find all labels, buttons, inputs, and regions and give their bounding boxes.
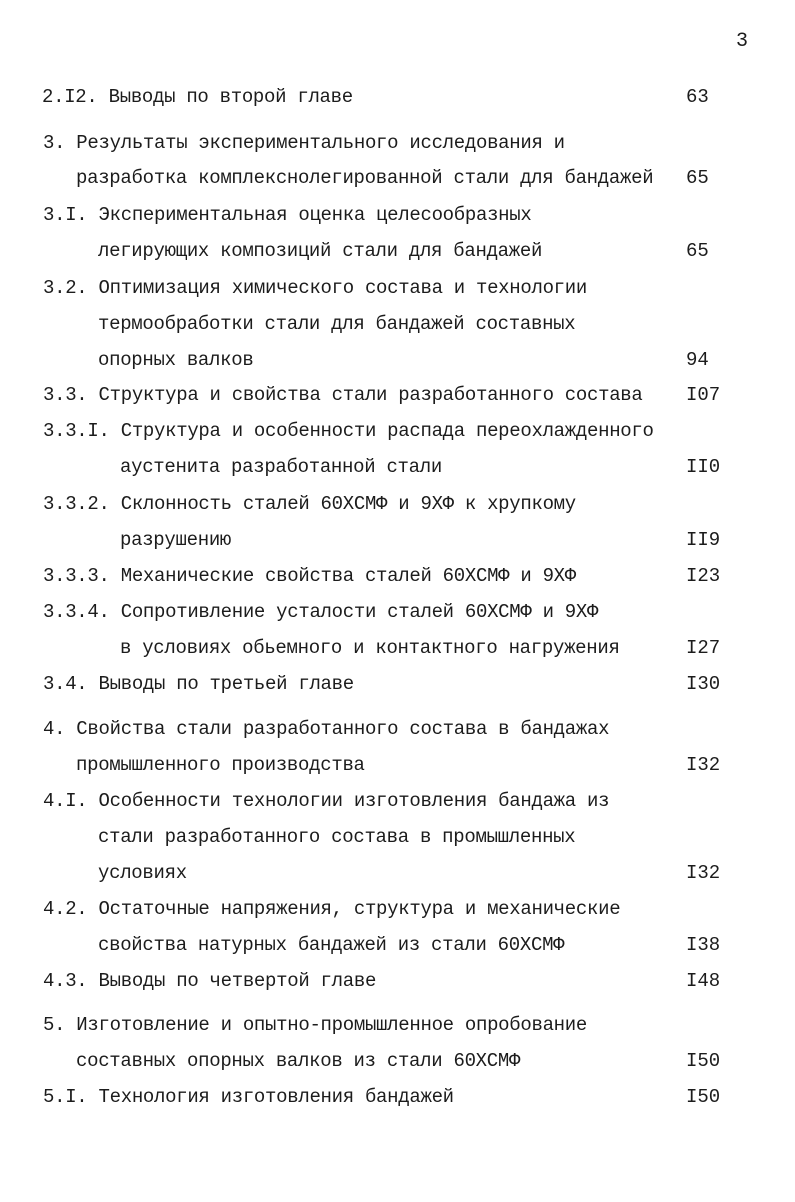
toc-entry-text: составных опорных валков из стали 60ХСМФ <box>76 1050 521 1072</box>
toc-line <box>0 492 795 516</box>
toc-entry-text: промышленного производства <box>76 754 365 776</box>
toc-entry-text: 3.3.I. Структура и особенности распада переохлажденного <box>43 420 654 442</box>
toc-line <box>0 717 795 741</box>
toc-entry-text: аустенита разработанной стали <box>120 456 442 478</box>
toc-entry-page: 63 <box>686 86 709 108</box>
toc-line <box>0 455 795 479</box>
toc-entry-text: в условиях обьемного и контактного нагружения <box>120 637 620 659</box>
toc-line <box>0 528 795 552</box>
toc-entry-page: I23 <box>686 565 721 587</box>
toc-entry-text: 3.4. Выводы по третьей главе <box>43 673 354 695</box>
toc-line <box>0 1013 795 1037</box>
toc-entry-page: II0 <box>686 456 721 478</box>
toc-entry-text: 3.3.3. Механические свойства сталей 60ХСМФ и 9ХФ <box>43 565 576 587</box>
toc-entry-text: 5.I. Технология изготовления бандажей <box>43 1086 454 1108</box>
toc-line <box>0 239 795 263</box>
toc-entry-text: 4.2. Остаточные напряжения, структура и механические <box>43 898 621 920</box>
toc-line <box>0 312 795 336</box>
toc-entry-text: 4. Свойства стали разработанного состава в бандажах <box>43 718 610 740</box>
toc-line <box>0 753 795 777</box>
toc-line <box>0 166 795 190</box>
toc-line <box>0 600 795 624</box>
toc-line <box>0 636 795 660</box>
toc-entry-text: 4.3. Выводы по четвертой главе <box>43 970 377 992</box>
toc-entry-text: 3.I. Экспериментальная оценка целесообразных <box>43 204 532 226</box>
toc-line <box>0 969 795 993</box>
toc-entry-page: 65 <box>686 167 709 189</box>
toc-line <box>0 276 795 300</box>
toc-entry-page: I27 <box>686 637 721 659</box>
toc-entry-text: стали разработанного состава в промышленных <box>98 826 576 848</box>
toc-entry-text: разрушению <box>120 529 232 551</box>
toc-entry-page: I38 <box>686 934 721 956</box>
toc-entry-page: I50 <box>686 1086 721 1108</box>
toc-line <box>0 85 795 109</box>
toc-entry-text: условиях <box>98 862 187 884</box>
toc-entry-page: I50 <box>686 1050 721 1072</box>
toc-line <box>0 348 795 372</box>
toc-line <box>0 825 795 849</box>
toc-entry-text: 4.I. Особенности технологии изготовления бандажа из <box>43 790 610 812</box>
toc-line <box>0 933 795 957</box>
toc-entry-text: термообработки стали для бандажей составных <box>98 313 576 335</box>
toc-entry-page: 65 <box>686 240 709 262</box>
toc-entry-text: 3.3.2. Склонность сталей 60ХСМФ и 9ХФ к хрупкому <box>43 493 576 515</box>
toc-entry-text: 3.3.4. Сопротивление усталости сталей 60ХСМФ и 9ХФ <box>43 601 599 623</box>
toc-line <box>0 564 795 588</box>
toc-line <box>0 383 795 407</box>
page-number: 3 <box>736 30 749 53</box>
toc-line <box>0 419 795 443</box>
toc-entry-text: легирующих композиций стали для бандажей <box>98 240 543 262</box>
toc-entry-page: I32 <box>686 862 721 884</box>
toc-entry-text: опорных валков <box>98 349 254 371</box>
toc-entry-page: I48 <box>686 970 721 992</box>
toc-entry-text: свойства натурных бандажей из стали 60ХСМФ <box>98 934 565 956</box>
toc-entry-text: 3.3. Структура и свойства стали разработанного состава <box>43 384 643 406</box>
toc-line <box>0 1049 795 1073</box>
toc-entry-text: разработка комплекснолегированной стали для бандажей <box>76 167 654 189</box>
toc-entry-page: I32 <box>686 754 721 776</box>
toc-entry-page: I30 <box>686 673 721 695</box>
toc-entry-page: II9 <box>686 529 721 551</box>
toc-entry-page: I07 <box>686 384 721 406</box>
toc-line <box>0 861 795 885</box>
toc-entry-text: 3. Результаты экспериментального исследования и <box>43 132 565 154</box>
toc-line <box>0 203 795 227</box>
toc-entry-text: 2.I2. Выводы по второй главе <box>42 86 353 108</box>
toc-entry-text: 5. Изготовление и опытно-промышленное опробование <box>43 1014 587 1036</box>
toc-line <box>0 672 795 696</box>
toc-line <box>0 131 795 155</box>
toc-line <box>0 789 795 813</box>
toc-entry-text: 3.2. Оптимизация химического состава и технологии <box>43 277 587 299</box>
toc-line <box>0 1085 795 1109</box>
toc-entry-page: 94 <box>686 349 709 371</box>
toc-line <box>0 897 795 921</box>
